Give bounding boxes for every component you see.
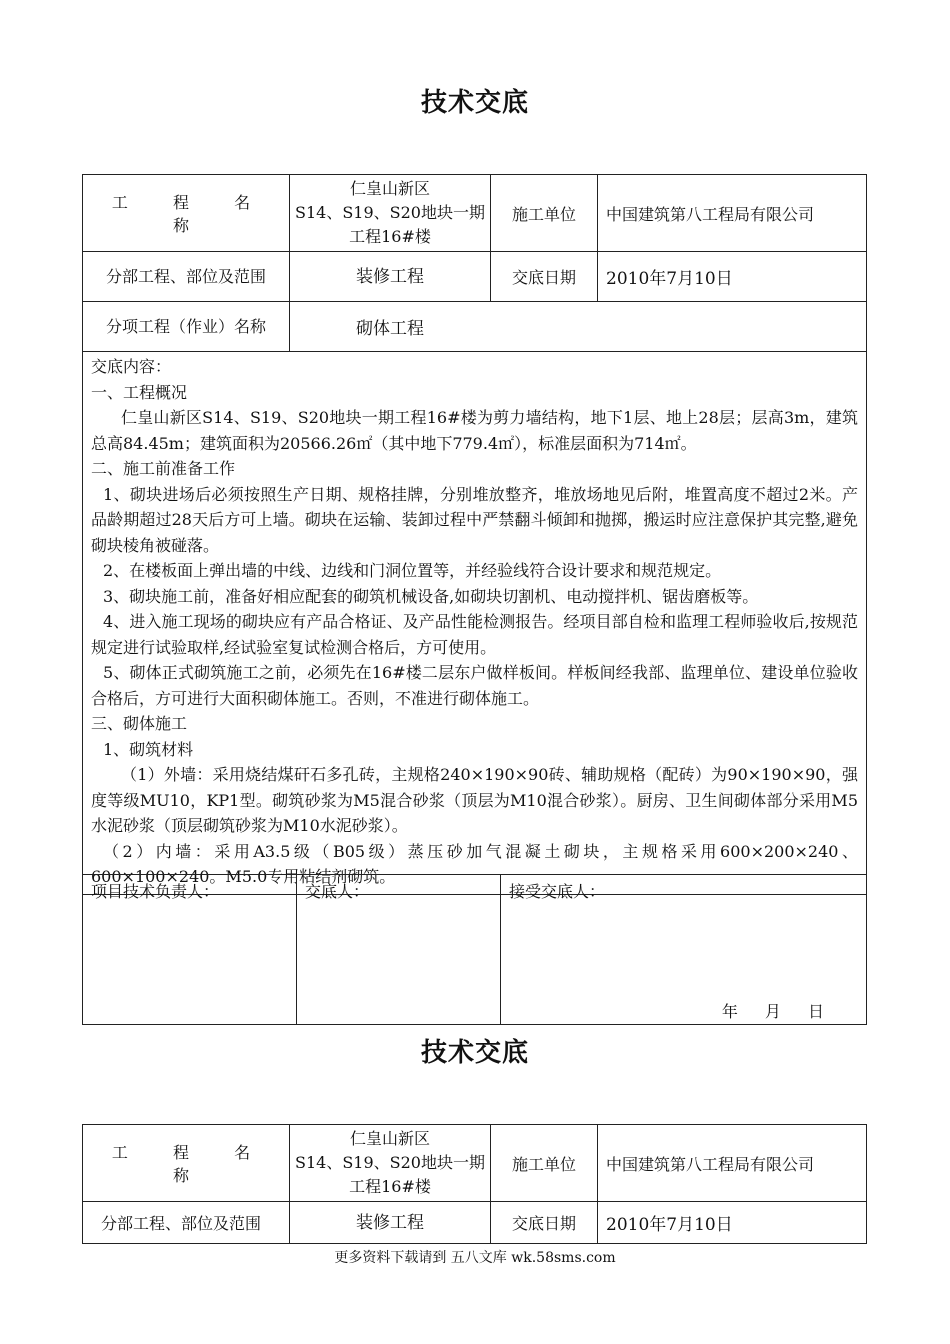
section-3-subtitle: 1、砌筑材料 <box>103 739 194 759</box>
document-title: 技术交底 <box>420 88 529 118</box>
section-2-item-5: 5、砌体正式砌筑施工之前，必须先在16#楼二层东户做样板间。样板间经我部、监理单位、建设单位验收合格后，方可进行大面积砌体施工。否则，不准进行砌体施工。 <box>91 663 858 708</box>
project-name-value <box>290 175 491 252</box>
sub-project-value-page-2: 装修工程 <box>290 1202 491 1244</box>
download-footer: 更多资料下载请到 五八文库 wk.58sms.com <box>334 1250 616 1266</box>
project-name-line-2: S14、S19、S20地块一期 <box>295 203 485 222</box>
date-label: 交底日期 <box>491 252 598 302</box>
item-project-value: 砌体工程 <box>290 302 867 352</box>
content-heading: 交底内容： <box>91 357 172 376</box>
sub-project-label-page-2: 分部工程、部位及范围 <box>83 1202 290 1244</box>
sub-project-value: 装修工程 <box>290 252 491 302</box>
project-name-line-1: 仁皇山新区 <box>349 179 430 198</box>
section-2-item-4: 4、进入施工现场的砌块应有产品合格证、及产品性能检测报告。经项目部自检和监理工程师验收后,按规范规定进行试验取样,经试验室复试检测合格后，方可使用。 <box>91 612 858 657</box>
date-value: 2010年7月10日 <box>598 252 867 302</box>
signature-row <box>83 875 867 1025</box>
signature-table <box>82 874 867 1025</box>
tech-lead-label: 项目技术负责人： <box>91 882 220 901</box>
construction-unit-label: 施工单位 <box>491 175 598 252</box>
discloser-label: 交底人： <box>305 882 370 901</box>
project-name-row <box>83 175 867 252</box>
section-2-item-2: 2、在楼板面上弹出墙的中线、边线和门洞位置等，并经验线符合设计要求和规范规定。 <box>103 561 722 580</box>
construction-unit-value: 中国建筑第八工程局有限公司 <box>598 175 867 252</box>
sub-project-row <box>83 252 867 302</box>
disclosure-content <box>83 352 867 895</box>
document-title-page-2: 技术交底 <box>420 1038 529 1068</box>
date-value-page-2: 2010年7月10日 <box>598 1202 867 1244</box>
project-name-line-1-page-2: 仁皇山新区 <box>349 1129 430 1148</box>
project-name-row-page-2 <box>83 1125 867 1202</box>
section-3-paragraph-1: （1）外墙：采用烧结煤矸石多孔砖，主规格240×190×90砖、辅助规格（配砖）为90×190×90，强度等级MU10，KP1型。砌筑砂浆为M5混合砂浆（顶层为M10混合砂浆）。厨房、卫生间砌体部分采用M5水泥砂浆（顶层砌筑砂浆为M10水泥砂浆）。 <box>91 765 858 835</box>
project-name-label: 工 程 名 称 <box>83 175 290 252</box>
section-1-title: 一、工程概况 <box>91 382 188 402</box>
project-name-line-2-page-2: S14、S19、S20地块一期 <box>295 1153 485 1172</box>
section-3-title: 三、砌体施工 <box>91 714 188 733</box>
signature-date: 年 月 日 <box>721 1002 824 1021</box>
tech-lead-signature <box>83 875 297 1025</box>
content-row <box>83 352 867 895</box>
section-2-item-1: 1、砌块进场后必须按照生产日期、规格挂牌，分别堆放整齐，堆放场地见后附，堆置高度不超过2米。产品龄期超过28天后方可上墙。砌块在运输、装卸过程中严禁翻斗倾卸和抛掷，搬运时应注意保护其完整,避免砌块棱角被碰落。 <box>91 484 858 555</box>
sub-project-row-page-2 <box>83 1202 867 1244</box>
construction-unit-value-page-2: 中国建筑第八工程局有限公司 <box>598 1125 867 1202</box>
section-3-paragraph-2: （2）内墙：采用A3.5级（B05级）蒸压砂加气混凝土砌块，主规格采用600×200×240、600×100×240。M5.0专用粘结剂砌筑。 <box>91 841 858 886</box>
construction-unit-label-page-2: 施工单位 <box>491 1125 598 1202</box>
item-project-label: 分项工程（作业）名称 <box>83 302 290 352</box>
discloser-signature <box>297 875 501 1025</box>
receiver-label: 接受交底人： <box>509 882 606 901</box>
sub-project-label: 分部工程、部位及范围 <box>83 252 290 302</box>
section-2-title: 二、施工前准备工作 <box>91 459 236 478</box>
item-project-row <box>83 302 867 352</box>
project-name-label-page-2: 工 程 名 称 <box>83 1125 290 1202</box>
project-name-line-3-page-2: 工程16#楼 <box>349 1177 431 1196</box>
section-1-paragraph: 仁皇山新区S14、S19、S20地块一期工程16#楼为剪力墙结构，地下1层、地上28层；层高3m，建筑总高84.45m；建筑面积为20566.26㎡（其中地下779.4㎡），标准层面积为714㎡。 <box>91 408 858 453</box>
disclosure-form-table-page-2 <box>82 1124 867 1244</box>
disclosure-form-table <box>82 174 867 895</box>
section-2-item-3: 3、砌块施工前，准备好相应配套的砌筑机械设备,如砌块切割机、电动搅拌机、锯齿磨板等。 <box>103 586 759 606</box>
date-label-page-2: 交底日期 <box>491 1202 598 1244</box>
project-name-value-page-2 <box>290 1125 491 1202</box>
project-name-line-3: 工程16#楼 <box>349 227 431 246</box>
receiver-signature <box>501 875 867 1025</box>
